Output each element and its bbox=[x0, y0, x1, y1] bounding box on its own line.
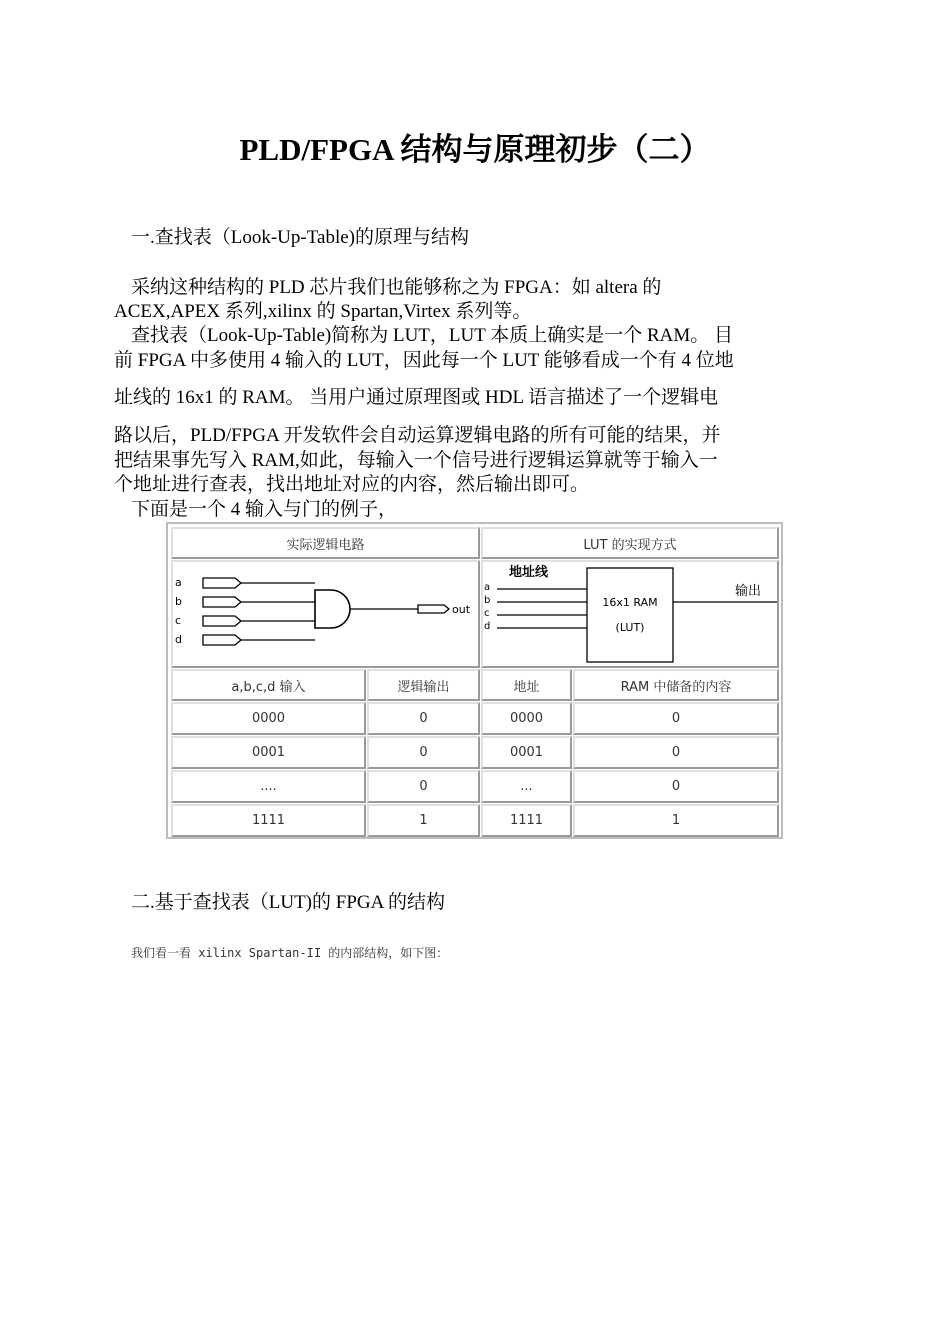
table-cell: 0001 bbox=[481, 736, 572, 769]
section2-heading: 二.基于查找表（LUT)的 FPGA 的结构 bbox=[131, 892, 446, 913]
section2-note: 我们看一看 xilinx Spartan-II 的内部结构，如下图： bbox=[131, 946, 449, 960]
table-cell: ... bbox=[481, 770, 572, 803]
paragraph-line: 采纳这种结构的 PLD 芯片我们也能够称之为 FPGA：如 altera 的 bbox=[131, 277, 662, 298]
section1-heading: 一.查找表（Look-Up-Table)的原理与结构 bbox=[131, 227, 469, 248]
table-cell: 1111 bbox=[171, 804, 366, 837]
paragraph-line: 路以后，PLD/FPGA 开发软件会自动运算逻辑电路的所有可能的结果，并 bbox=[114, 425, 721, 446]
table-cell: 0 bbox=[367, 736, 480, 769]
lut-figure bbox=[166, 522, 783, 839]
address-lines-label: 地址线 bbox=[509, 565, 549, 580]
lut-input-a: a bbox=[484, 582, 491, 593]
ram-box-label: 16x1 RAM bbox=[602, 596, 658, 609]
col-header-address: 地址 bbox=[481, 669, 572, 701]
table-cell: 0001 bbox=[171, 736, 366, 769]
table-cell: 1 bbox=[573, 804, 779, 837]
input-label-a: a bbox=[175, 576, 182, 589]
paragraph-line: 查找表（Look-Up-Table)简称为 LUT，LUT 本质上确实是一个 RAM。 目 bbox=[131, 325, 734, 346]
paragraph-line: 下面是一个 4 输入与门的例子， bbox=[131, 499, 398, 520]
table-cell: 0000 bbox=[171, 702, 366, 735]
lut-input-c: c bbox=[484, 608, 490, 619]
paragraph-line: 址线的 16x1 的 RAM。 当用户通过原理图或 HDL 语言描述了一个逻辑电 bbox=[114, 387, 719, 408]
input-label-d: d bbox=[175, 633, 182, 646]
col-header-logic-output: 逻辑输出 bbox=[367, 669, 480, 701]
table-cell: 1111 bbox=[481, 804, 572, 837]
lut-diagram bbox=[481, 560, 779, 668]
table-cell: 0000 bbox=[481, 702, 572, 735]
table-cell: 0 bbox=[367, 702, 480, 735]
input-label-c: c bbox=[175, 614, 182, 627]
lut-box-label: (LUT) bbox=[615, 621, 645, 634]
lut-input-d: d bbox=[484, 621, 491, 632]
circuit-diagram bbox=[171, 560, 480, 668]
lut-output-label: 输出 bbox=[735, 584, 762, 599]
paragraph-line: ACEX,APEX 系列,xilinx 的 Spartan,Virtex 系列等。 bbox=[114, 301, 532, 322]
table-cell: 0 bbox=[573, 770, 779, 803]
table-cell: 0 bbox=[367, 770, 480, 803]
header-circuit: 实际逻辑电路 bbox=[171, 527, 480, 559]
header-lut: LUT 的实现方式 bbox=[481, 527, 779, 559]
lut-input-b: b bbox=[484, 595, 491, 606]
table-cell: 1 bbox=[367, 804, 480, 837]
and-gate-diagram bbox=[173, 562, 478, 666]
input-label-b: b bbox=[175, 595, 182, 608]
col-header-inputs: a,b,c,d 输入 bbox=[171, 669, 366, 701]
table-cell: 0 bbox=[573, 736, 779, 769]
paragraph-line: 前 FPGA 中多使用 4 输入的 LUT，因此每一个 LUT 能够看成一个有 4 位地 bbox=[114, 350, 734, 371]
lut-block-diagram bbox=[483, 562, 777, 666]
col-header-ram-content: RAM 中储备的内容 bbox=[573, 669, 779, 701]
output-label: out bbox=[452, 603, 471, 616]
page-title: PLD/FPGA 结构与原理初步（二） bbox=[239, 132, 711, 167]
paragraph-line: 个地址进行查表，找出地址对应的内容，然后输出即可。 bbox=[114, 474, 590, 495]
table-cell: .... bbox=[171, 770, 366, 803]
table-cell: 0 bbox=[573, 702, 779, 735]
paragraph-line: 把结果事先写入 RAM,如此，每输入一个信号进行逻辑运算就等于输入一 bbox=[114, 450, 718, 471]
